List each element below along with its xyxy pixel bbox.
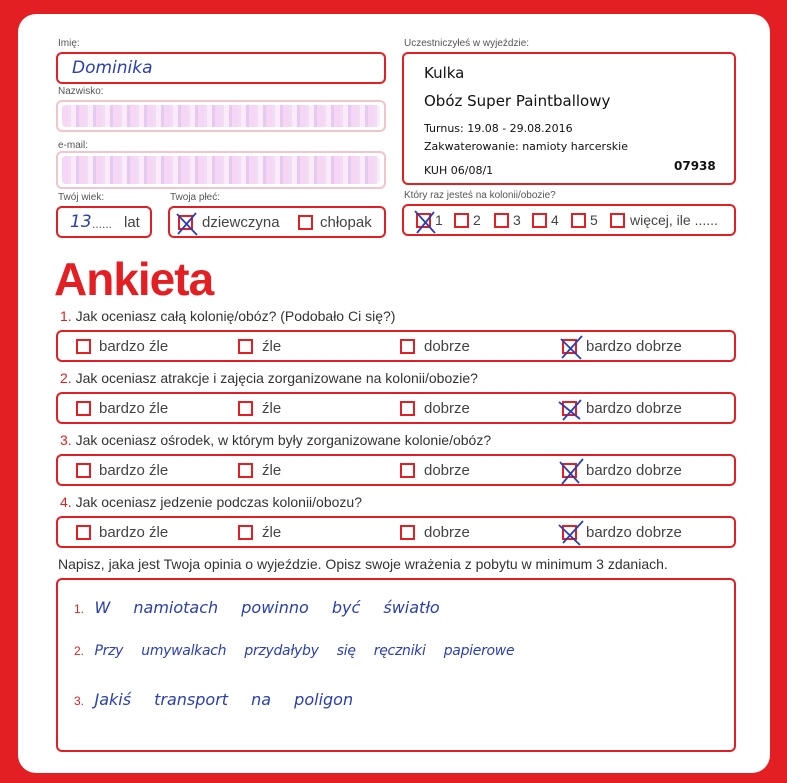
- stamp-name: Kulka: [424, 64, 465, 82]
- answer-label: bardzo dobrze: [586, 462, 682, 479]
- times-more-checkbox[interactable]: [610, 213, 625, 228]
- answer-very-good-checkbox[interactable]: [562, 463, 577, 478]
- times-1-label: 1: [435, 212, 443, 228]
- answer-label: bardzo źle: [99, 338, 169, 355]
- times-5-checkbox[interactable]: [571, 213, 586, 228]
- age-value: 13: [70, 212, 92, 232]
- answer-row: [56, 392, 736, 424]
- gender-field: [168, 206, 386, 238]
- check-x-icon: [175, 211, 199, 237]
- stamp-accommodation: Zakwaterowanie: namioty harcerskie: [424, 140, 628, 153]
- times-2-checkbox[interactable]: [454, 213, 469, 228]
- times-3-checkbox[interactable]: [494, 213, 509, 228]
- answer-bad-checkbox[interactable]: [238, 525, 253, 540]
- answer-good-checkbox[interactable]: [400, 401, 415, 416]
- times-more-label: więcej, ile ......: [630, 212, 718, 228]
- survey-title: Ankieta: [54, 253, 214, 305]
- answer-row: [56, 330, 736, 362]
- times-3-label: 3: [513, 212, 521, 228]
- answer-bad-checkbox[interactable]: [238, 463, 253, 478]
- first-name-value: Dominika: [72, 58, 153, 78]
- answer-good-checkbox[interactable]: [400, 525, 415, 540]
- redacted-email: [62, 156, 380, 184]
- answer-label: źle: [262, 462, 282, 479]
- first-name-field[interactable]: [56, 52, 386, 84]
- gender-male-checkbox[interactable]: [298, 215, 313, 230]
- answer-label: dobrze: [424, 338, 470, 355]
- check-x-icon: [559, 335, 583, 361]
- times-4-checkbox[interactable]: [532, 213, 547, 228]
- answer-label: dobrze: [424, 524, 470, 541]
- gender-female-checkbox[interactable]: [178, 215, 193, 230]
- answer-very-bad-checkbox[interactable]: [76, 339, 91, 354]
- age-dots: ......: [92, 217, 113, 231]
- first-name-label: Imię:: [58, 38, 80, 49]
- answer-label: bardzo źle: [99, 524, 169, 541]
- answer-label: bardzo dobrze: [586, 524, 682, 541]
- opinion-prompt: Napisz, jaka jest Twoja opinia o wyjeździe. Opisz swoje wrażenia z pobytu w minimum 3 zdaniach.: [58, 556, 668, 572]
- opinion-line-2: 2. Przy umywalkach przydałyby się ręczniki papierowe: [74, 643, 515, 659]
- answer-label: bardzo źle: [99, 462, 169, 479]
- stamp-number: 07938: [674, 159, 716, 173]
- answer-very-good-checkbox[interactable]: [562, 525, 577, 540]
- check-x-icon: [559, 521, 583, 547]
- email-field[interactable]: [56, 151, 386, 189]
- stamp-turnus: Turnus: 19.08 - 29.08.2016: [424, 122, 573, 135]
- answer-very-bad-checkbox[interactable]: [76, 525, 91, 540]
- times-5-label: 5: [590, 212, 598, 228]
- question-text: 3. Jak oceniasz ośrodek, w którym były zorganizowane kolonie/obóz?: [60, 432, 492, 448]
- form-sheet: [18, 14, 770, 773]
- participant-label: Uczestniczyłeś w wyjeździe:: [404, 38, 530, 49]
- answer-row: [56, 516, 736, 548]
- answer-label: źle: [262, 338, 282, 355]
- opinion-line-3: 3. Jakiś transport na poligon: [74, 690, 354, 709]
- question-text: 4. Jak oceniasz jedzenie podczas kolonii/obozu?: [60, 494, 362, 510]
- answer-very-bad-checkbox[interactable]: [76, 401, 91, 416]
- answer-good-checkbox[interactable]: [400, 463, 415, 478]
- stamp-camp: Obóz Super Paintballowy: [424, 92, 611, 110]
- gender-male-label: chłopak: [320, 214, 372, 231]
- check-x-icon: [413, 209, 437, 235]
- age-field[interactable]: [56, 206, 152, 238]
- stamp-code: KUH 06/08/1: [424, 164, 494, 177]
- age-unit: lat: [124, 214, 140, 231]
- answer-very-good-checkbox[interactable]: [562, 401, 577, 416]
- answer-row: [56, 454, 736, 486]
- redacted-last-name: [62, 105, 380, 127]
- times-2-label: 2: [473, 212, 481, 228]
- times-4-label: 4: [551, 212, 559, 228]
- times-field: [402, 204, 736, 236]
- opinion-line-1: 1. W namiotach powinno być światło: [74, 598, 440, 617]
- email-label: e-mail:: [58, 140, 89, 151]
- question-text: 2. Jak oceniasz atrakcje i zajęcia zorganizowane na kolonii/obozie?: [60, 370, 478, 386]
- answer-label: źle: [262, 524, 282, 541]
- gender-female-label: dziewczyna: [202, 214, 280, 231]
- answer-label: dobrze: [424, 400, 470, 417]
- answer-bad-checkbox[interactable]: [238, 401, 253, 416]
- answer-very-good-checkbox[interactable]: [562, 339, 577, 354]
- answer-good-checkbox[interactable]: [400, 339, 415, 354]
- answer-label: bardzo źle: [99, 400, 169, 417]
- check-x-icon: [559, 459, 583, 485]
- answer-label: źle: [262, 400, 282, 417]
- question-text: 1. Jak oceniasz całą kolonię/obóz? (Podobało Ci się?): [60, 308, 396, 324]
- gender-label: Twoja płeć:: [170, 192, 221, 203]
- times-1-checkbox[interactable]: [416, 213, 431, 228]
- camp-stamp-box: [402, 52, 736, 185]
- opinion-textarea[interactable]: [56, 578, 736, 752]
- answer-label: bardzo dobrze: [586, 338, 682, 355]
- last-name-label: Nazwisko:: [58, 86, 104, 97]
- age-label: Twój wiek:: [58, 192, 105, 203]
- answer-label: bardzo dobrze: [586, 400, 682, 417]
- check-x-icon: [559, 397, 583, 423]
- answer-very-bad-checkbox[interactable]: [76, 463, 91, 478]
- last-name-field[interactable]: [56, 100, 386, 132]
- times-label: Który raz jesteś na kolonii/obozie?: [404, 190, 556, 201]
- answer-label: dobrze: [424, 462, 470, 479]
- answer-bad-checkbox[interactable]: [238, 339, 253, 354]
